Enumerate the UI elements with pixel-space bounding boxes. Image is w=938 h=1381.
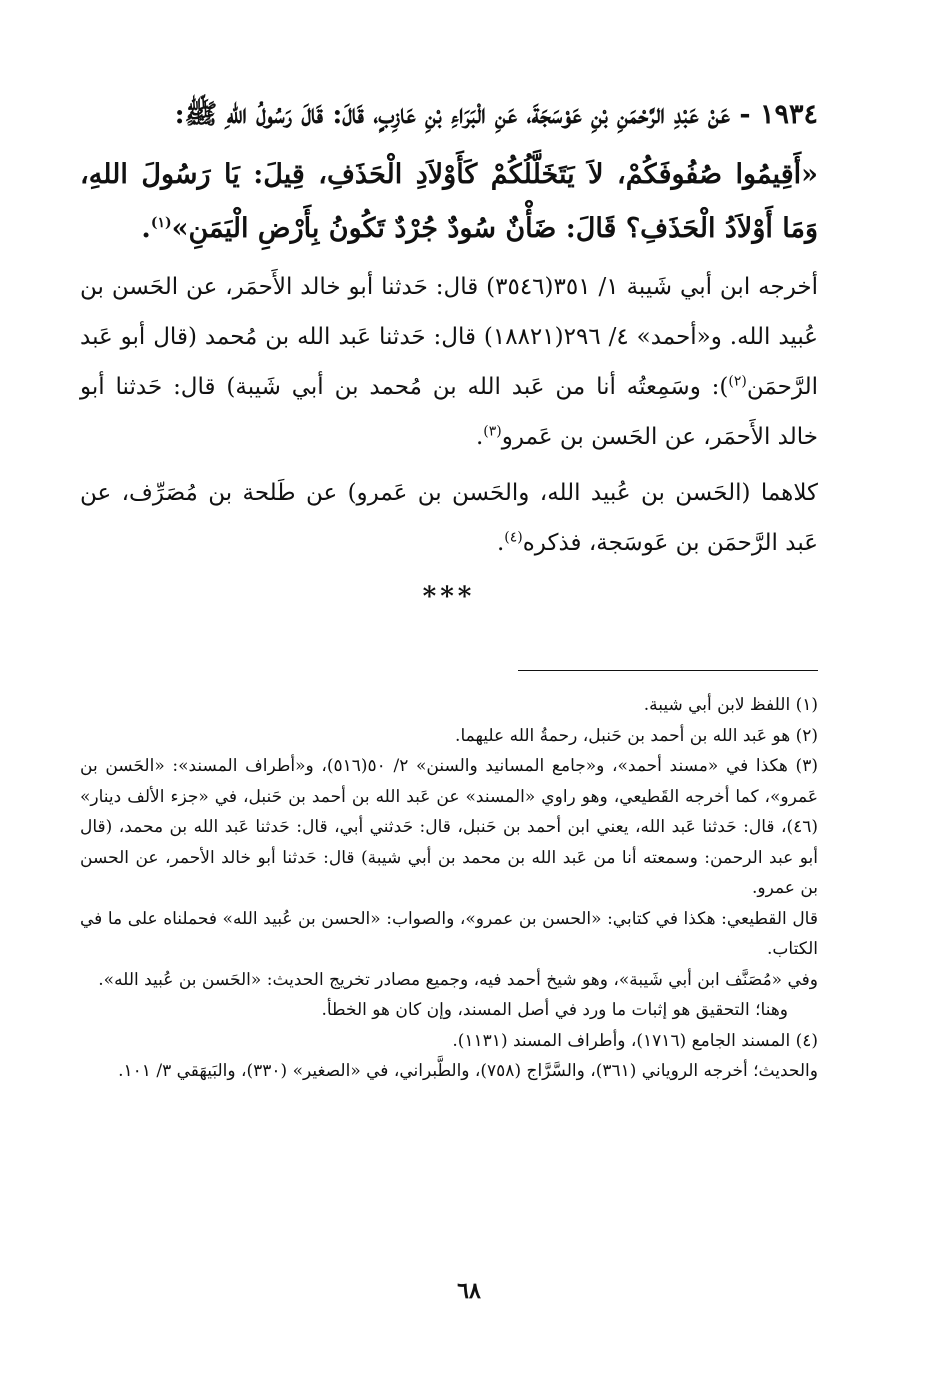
punctuation: . [475, 424, 484, 450]
punctuation: . [141, 213, 151, 244]
footnote-rule [518, 670, 818, 671]
footnote: والحديث؛ أخرجه الروياني (٣٦١)، والسَّرَّاج (٧٥٨)، والطَّبراني، في «الصغير» (٣٣٠)، والبَيهَقي ٣/ ١٠١. [118, 1061, 818, 1081]
takhrij-paragraph [80, 262, 818, 462]
footnote-ref: (٢) [728, 373, 747, 390]
takhrij-text: أخرجه ابن أبي شَيبة ١/ ٣٥١(٣٥٤٦) قال: حَدثنا أبو خالد الأَحمَر، عن الحَسن بن عُبيد الله. و«أحمد» ٤/ ٢٩٦(١٨٨٢١) قال: حَدثنا عَبد الله بن مُحمد (قال أبو عَبد الرَّحمَن [80, 274, 819, 400]
footnote-ref: (٣) [483, 423, 502, 440]
takhrij-paragraph-2 [80, 468, 818, 568]
footnote: وفي «مُصَنَّف ابن أبي شَيبة»، وهو شيخ أحمد فيه، وجميع مصادر تخريج الحديث: «الحَسن بن عُبيد الله». [98, 969, 818, 990]
hadith-matn-text: «أَقِيمُوا صُفُوفَكُمْ، لاَ يَتَخَلَّلُكُمْ كَأَوْلاَدِ الْحَذَفِ، قِيلَ: يَا رَسُولَ اللهِ، وَمَا أَوْلاَدُ الْحَذَفِ؟ قَالَ: ضَأْنٌ سُودٌ جُرْدٌ تَكُونُ بِأَرْضِ الْيَمَنِ» [80, 159, 818, 244]
hadith-matn [80, 148, 818, 256]
footnotes [80, 690, 818, 1087]
hadith-number: ١٩٣٤ [759, 99, 818, 130]
hadith-isnad [80, 88, 818, 142]
page-number: ٦٨ [457, 1278, 481, 1304]
footnote-ref: (١) [150, 215, 172, 231]
footnote: (٢) هو عَبد الله بن أحمد بن حَنبل، رحمةُ الله عليهما. [455, 725, 818, 746]
footnote: (٣) هكذا في «مسند أحمد»، و«جامع المسانيد والسنن» ٢/ ٥٠(٥١٦)، و«أطراف المسند»: «الحَسن بن عَمرو»، كما أخرجه القَطيعي، وهو راوي «المسند» عن عَبد الله بن أحمد بن حَنبل، في «جزء الألف دينار» (٤٦)، قال: حَدثنا عَبد الله، يعني ابن أحمد بن حَنبل، قال: حَدثني أبي، قال: حَدثنا عَبد الله بن محمد، (قال أبو عبد الرحمن: وسمعته أنا من عَبد الله بن محمد بن أبي شيبة) قال: حَدثنا أبو خالد الأحمر، عن الحسن بن عمرو. [80, 756, 818, 898]
hadith-isnad-text: - عَنْ عَبْدِ الرَّحْمَنِ بْنِ عَوْسَجَةَ، عَنِ الْبَرَاءِ بْنِ عَازِبٍ، قَالَ: قَالَ رَسُولُ اللهِ ﷺ: [174, 99, 760, 130]
section-separator: *** [422, 582, 476, 612]
footnote: (٤) المسند الجامع (١٧١٦)، وأطراف المسند (١١٣١). [452, 1030, 818, 1051]
footnote: (١) اللفظ لابن أبي شيبة. [643, 695, 818, 715]
main-text [80, 88, 818, 612]
footnote: قال القطيعي: هكذا في كتابي: «الحسن بن عمرو»، والصواب: «الحسن بن عُبيد الله» فحملناه على ما في الكتاب. [80, 908, 818, 959]
footnote-ref: (٤) [504, 529, 523, 546]
footnote: وهنا؛ التحقيق هو إثبات ما ورد في أصل المسند، وإن كان هو الخطأ. [321, 1000, 788, 1020]
takhrij-text: كلاهما (الحَسن بن عُبيد الله، والحَسن بن عَمرو) عن طَلحة بن مُصَرِّف، عن عَبد الرَّحمَن بن عَوسَجة، فذكره [80, 480, 818, 556]
punctuation: . [496, 530, 505, 556]
takhrij-text: ): وسَمِعتُه أنا من عَبد الله بن مُحمد بن أبي شَيبة) قال: حَدثنا أبو خالد الأَحمَر، عن الحَسن بن عَمرو [80, 374, 818, 450]
